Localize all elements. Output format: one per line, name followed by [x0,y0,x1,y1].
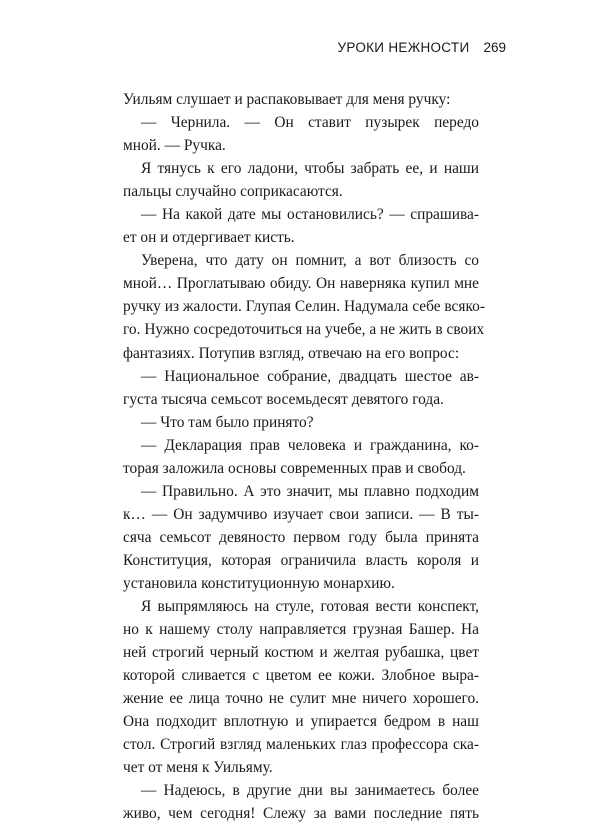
text-line: пальцы случайно соприкасаются. [123,183,343,201]
text-line: ет он и отдергивает кисть. [123,229,295,247]
text-line: но к нашему столу направляется грузная Башер. На [123,621,479,639]
text-line: установила конституционную монархию. [123,574,395,592]
text-line: — Правильно. А это значит, мы плавно подходим [141,482,479,500]
text-line: которой сливается с цветом ее кожи. Злобное выра- [123,667,479,685]
text-line: Конституция, которая ограничила власть короля и [123,551,479,569]
text-line: мной… Проглатываю обиду. Он наверняка купил мне [123,275,479,293]
text-line: — Национальное собрание, двадцать шестое ав- [141,367,479,385]
text-line: Я тянусь к его ладони, чтобы забрать ее, и наши [141,160,479,178]
text-line: ручку из жалости. Глупая Селин. Надумала себе всяко- [123,298,485,316]
text-line: густа тысяча семьсот восемьдесят девятого года. [123,390,444,408]
text-line: чет от меня к Уильяму. [123,759,273,777]
text-line: торая заложила основы современных прав и свобод. [123,459,466,477]
text-line: мной. — Ручка. [123,137,226,155]
page-number: 269 [483,40,506,55]
text-line: Уильям слушает и распаковывает для меня ручку: [123,91,451,108]
body-text [123,88,485,826]
book-title: УРОКИ НЕЖНОСТИ [337,40,470,55]
text-line: — Что там было принято? [141,413,314,431]
text-line: к… — Он задумчиво изучает свои записи. — В ты- [123,505,479,523]
text-line: жение ее лица точно не сулит мне ничего хорошего. [123,690,479,708]
text-line: Уверена, что дату он помнит, а вот близость со [141,252,479,270]
text-line: — Надеюсь, в другие дни вы занимаетесь более [141,782,479,800]
text-line: — Чернила. — Он ставит пузырек передо [141,114,479,132]
text-line: го. Нужно сосредоточиться на учебе, а не жить в своих [123,321,485,339]
text-line: ней строгий черный костюм и желтая рубашка, цвет [123,644,479,662]
text-line: сяча семьсот девяносто первом году была принята [123,528,479,546]
running-head [337,40,506,55]
text-line: Я выпрямляюсь на стуле, готовая вести конспект, [141,598,479,616]
text-line: живо, чем сегодня! Слежу за вами последние пять [123,805,479,823]
text-line: — Декларация прав человека и гражданина, ко- [141,436,479,454]
text-line: — На какой дате мы остановились? — спрашива- [141,206,479,224]
text-line: Она подходит вплотную и упирается бедром в наш [123,713,479,731]
text-line: стол. Строгий взгляд маленьких глаз профессора ска- [123,736,479,754]
text-line: фантазиях. Потупив взгляд, отвечаю на его вопрос: [123,344,460,362]
